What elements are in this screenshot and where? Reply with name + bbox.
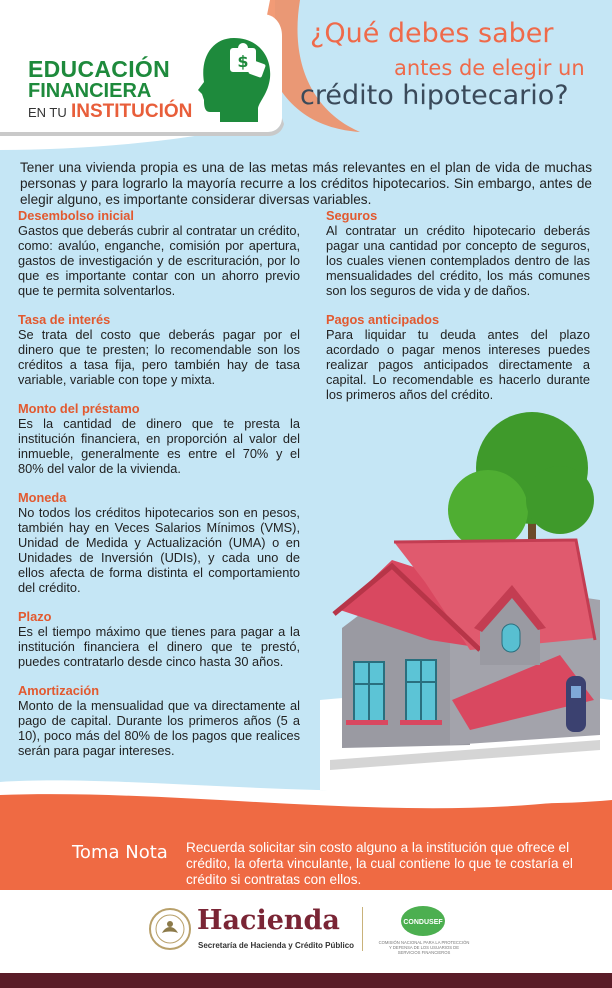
section-heading: Tasa de interés <box>18 312 111 327</box>
condusef-wordmark: CONDUSEF <box>403 919 443 926</box>
section-heading: Seguros <box>326 208 378 223</box>
footer <box>0 893 612 973</box>
title-line-2: antes de elegir un <box>394 56 585 80</box>
bottom-bar <box>0 973 612 988</box>
section-heading: Amortización <box>18 683 100 698</box>
section-heading: Plazo <box>18 609 52 624</box>
section-heading: Monto del préstamo <box>18 401 140 416</box>
section-heading: Moneda <box>18 490 67 505</box>
svg-text:$: $ <box>237 52 249 71</box>
right-column <box>326 208 590 416</box>
section-body: Para liquidar tu deuda antes del plazo acordado o pagar menos intereses puedes realizar pagos anticipados directamente a capital. Lo recomendable es hacerlo durante los primeros años del crédito. <box>326 327 590 402</box>
section-pagos-anticipados <box>326 312 590 402</box>
section-desembolso <box>18 208 300 298</box>
section-heading: Desembolso inicial <box>18 208 134 223</box>
title-line-3: crédito hipotecario? <box>300 80 569 111</box>
section-body: Gastos que deberás cubrir al contratar un crédito, como: avalúo, enganche, comisión por apertura, gastos de investigación y de escrituración, por lo que es importante contar con un ahorro previo que te permita solventarlos. <box>18 223 300 298</box>
logo-line-3: EN TU <box>28 105 67 120</box>
section-body: Al contratar un crédito hipotecario deberás pagar una cantidad por concepto de seguros, los cuales vienen contemplados dentro de las mensualidades del crédito, los más comunes son los seguros de vida y de daños. <box>326 223 590 298</box>
section-plazo <box>18 609 300 669</box>
intro-paragraph: Tener una vivienda propia es una de las metas más relevantes en el plan de vida de muchas personas y para lograrlo la mayoría recurre a los créditos hipotecarios. Sin embargo, antes de elegir alguno, es importante considerar diversas variables. <box>20 159 592 207</box>
section-moneda <box>18 490 300 595</box>
left-column <box>18 208 300 772</box>
footer-divider <box>362 907 363 951</box>
hacienda-subtitle: Secretaría de Hacienda y Crédito Público <box>198 941 355 950</box>
section-tasa <box>18 312 300 387</box>
logo-line-4: INSTITUCIÓN <box>71 101 193 122</box>
section-body: Es la cantidad de dinero que te presta la institución financiera, en proporción al valor del inmueble, generalmente es entre el 70% y el 80% del valor de la vivienda. <box>18 416 300 476</box>
section-monto <box>18 401 300 476</box>
section-heading: Pagos anticipados <box>326 312 440 327</box>
section-seguros <box>326 208 590 298</box>
condusef-logo-icon <box>398 905 448 939</box>
note-text: Recuerda solicitar sin costo alguno a la institución que ofrece el crédito, la oferta vinculante, la cual contiene lo que te costaría el crédito si contratas con ellos. <box>186 839 573 887</box>
section-body: Es el tiempo máximo que tienes para pagar a la institución financiera el dinero que te prestó, puedes contratarlo desde cinco hasta 30 años. <box>18 624 300 669</box>
section-body: No todos los créditos hipotecarios son en pesos, también hay en Veces Salarios Mínimos (VMS), Unidad de Medida y Actualización (UMA) o en Unidades de Inversión (UDIs), y cada uno de ellos afecta de forma distinta el comportamiento del crédito. <box>18 505 300 595</box>
logo-line-2: FINANCIERA <box>28 80 152 102</box>
hacienda-seal-icon <box>148 907 192 951</box>
hacienda-wordmark: Hacienda <box>197 905 340 936</box>
logo-educacion-financiera <box>0 14 282 132</box>
section-body: Se trata del costo que deberás pagar por el dinero que te presten; lo recomendable son los créditos a tasa fija, pero también hay de tasa variable, variable con tope y mixta. <box>18 327 300 387</box>
title-line-1: ¿Qué debes saber <box>310 18 554 49</box>
section-body: Monto de la mensualidad que va directamente al pago de capital. Durante los primeros años (5 a 10), poco más del 80% de los pagos que realices serán para pagar intereses. <box>18 698 300 758</box>
section-amortizacion <box>18 683 300 758</box>
head-puzzle-icon <box>196 34 274 124</box>
condusef-subtitle: COMISIÓN NACIONAL PARA LA PROTECCIÓN Y DEFENSA DE LOS USUARIOS DE SERVICIOS FINANCIEROS <box>378 940 470 955</box>
note-title: Toma Nota <box>72 842 168 863</box>
logo-line-1: EDUCACIÓN <box>28 56 170 82</box>
